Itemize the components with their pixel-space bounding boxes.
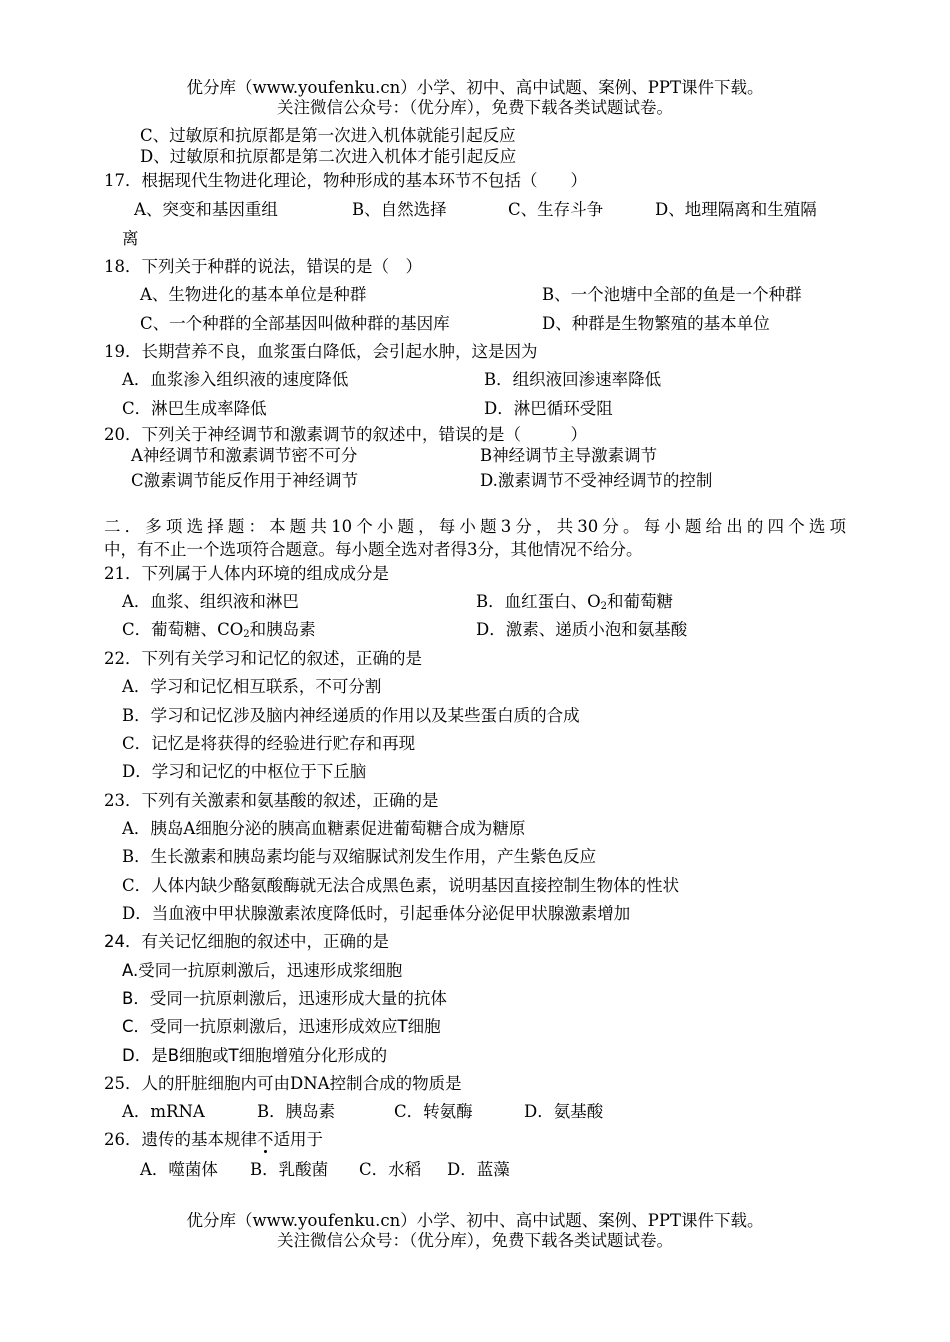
q17-option-c: C、生存斗争	[508, 200, 604, 219]
footer-line-2: 关注微信公众号：（优分库），免费下载各类试题试卷。	[277, 1231, 673, 1250]
q25-option-c: C．转氨酶	[394, 1102, 473, 1121]
header-line-1: 优分库（www.youfenku.cn）小学、初中、高中试题、案例、PPT课件下载。	[186, 78, 764, 97]
q23-stem: 23．下列有关激素和氨基酸的叙述，正确的是	[104, 791, 439, 810]
q26-option-d: D．蓝藻	[447, 1160, 510, 1179]
q19-option-c: C．淋巴生成率降低	[122, 399, 267, 418]
q20-option-a: A神经调节和激素调节密不可分	[131, 446, 358, 465]
q21-option-b: B．血红蛋白、$O_2$和葡萄糖	[476, 592, 674, 612]
q25-stem: 25．人的肝脏细胞内可由DNA控制合成的物质是	[104, 1074, 462, 1093]
q19-option-d: D．淋巴循环受阻	[484, 399, 613, 418]
q22-option-d: D．学习和记忆的中枢位于下丘脑	[122, 762, 367, 781]
q20-stem: 20．下列关于神经调节和激素调节的叙述中，错误的是（ ）	[104, 425, 587, 444]
q17-option-a: A、突变和基因重组	[134, 200, 278, 219]
q20-option-b: B神经调节主导激素调节	[480, 446, 658, 465]
q17-option-d-wrap: 离	[122, 229, 139, 248]
q19-option-b: B．组织液回渗速率降低	[484, 370, 662, 389]
q24-option-d: D．是B细胞或T细胞增殖分化形成的	[122, 1046, 388, 1065]
footer-line-1: 优分库（www.youfenku.cn）小学、初中、高中试题、案例、PPT课件下载。	[186, 1211, 764, 1230]
q25-option-a: A．mRNA	[122, 1102, 205, 1121]
q26-option-c: C．水稻	[359, 1160, 422, 1179]
q17-option-b: B、自然选择	[352, 200, 447, 219]
q22-option-b: B．学习和记忆涉及脑内神经递质的作用以及某些蛋白质的合成	[122, 706, 580, 725]
q20-option-c: C激素调节能反作用于神经调节	[131, 471, 359, 490]
q24-option-c: C．受同一抗原刺激后，迅速形成效应T细胞	[122, 1017, 441, 1036]
q23-option-d: D．当血液中甲状腺激素浓度降低时，引起垂体分泌促甲状腺激素增加	[122, 904, 631, 923]
q19-option-a: A．血浆渗入组织液的速度降低	[122, 370, 349, 389]
q21-option-d: D．激素、递质小泡和氨基酸	[476, 620, 688, 639]
q18-option-d: D、种群是生物繁殖的基本单位	[542, 314, 770, 333]
q20-option-d: D.激素调节不受神经调节的控制	[480, 471, 713, 490]
q26-option-b: B．乳酸菌	[250, 1160, 329, 1179]
header-line-2: 关注微信公众号：（优分库），免费下载各类试题试卷。	[277, 98, 673, 117]
q24-option-a: A.受同一抗原刺激后，迅速形成浆细胞	[122, 961, 403, 980]
q16-option-d: D、过敏原和抗原都是第二次进入机体才能引起反应	[140, 147, 517, 166]
q17-stem: 17．根据现代生物进化理论，物种形成的基本环节不包括（ ）	[104, 171, 587, 190]
q17-option-d: D、地理隔离和生殖隔	[655, 200, 817, 219]
q19-stem: 19．长期营养不良，血浆蛋白降低，会引起水肿，这是因为	[104, 342, 538, 361]
q18-option-a: A、生物进化的基本单位是种群	[140, 285, 367, 304]
q16-option-c: C、过敏原和抗原都是第一次进入机体就能引起反应	[140, 126, 516, 145]
q22-option-c: C．记忆是将获得的经验进行贮存和再现	[122, 734, 416, 753]
q21-stem: 21．下列属于人体内环境的组成成分是	[104, 564, 389, 583]
q26-stem: 26．遗传的基本规律不适用于	[104, 1130, 323, 1149]
q21-option-a: A．血浆、组织液和淋巴	[122, 592, 299, 611]
q23-option-b: B．生长激素和胰岛素均能与双缩脲试剂发生作用，产生紫色反应	[122, 847, 597, 866]
q18-option-c: C、一个种群的全部基因叫做种群的基因库	[140, 314, 450, 333]
emphasis-dot-char: 不	[257, 1130, 274, 1149]
q22-option-a: A．学习和记忆相互联系，不可分割	[122, 677, 382, 696]
section2-instructions-line-1: 二．多项选择题：本题共10个小题，每小题3分，共30分。每小题给出的四个选项	[104, 517, 846, 536]
q24-stem: 24．有关记忆细胞的叙述中，正确的是	[104, 932, 389, 951]
section2-instructions-line-2: 中，有不止一个选项符合题意。每小题全选对者得3分，其他情况不给分。	[104, 540, 643, 559]
q25-option-b: B．胰岛素	[257, 1102, 336, 1121]
q23-option-c: C．人体内缺少酪氨酸酶就无法合成黑色素，说明基因直接控制生物体的性状	[122, 876, 680, 895]
q18-stem: 18．下列关于种群的说法，错误的是（ ）	[104, 257, 422, 276]
q24-option-b: B．受同一抗原刺激后，迅速形成大量的抗体	[122, 989, 447, 1008]
q23-option-a: A．胰岛A细胞分泌的胰高血糖素促进葡萄糖合成为糖原	[122, 819, 526, 838]
q22-stem: 22．下列有关学习和记忆的叙述，正确的是	[104, 649, 422, 668]
q25-option-d: D．氨基酸	[524, 1102, 604, 1121]
q18-option-b: B、一个池塘中全部的鱼是一个种群	[542, 285, 802, 304]
q26-option-a: A．噬菌体	[140, 1160, 218, 1179]
q21-option-c: C．葡萄糖、$CO_2$和胰岛素	[122, 620, 316, 640]
